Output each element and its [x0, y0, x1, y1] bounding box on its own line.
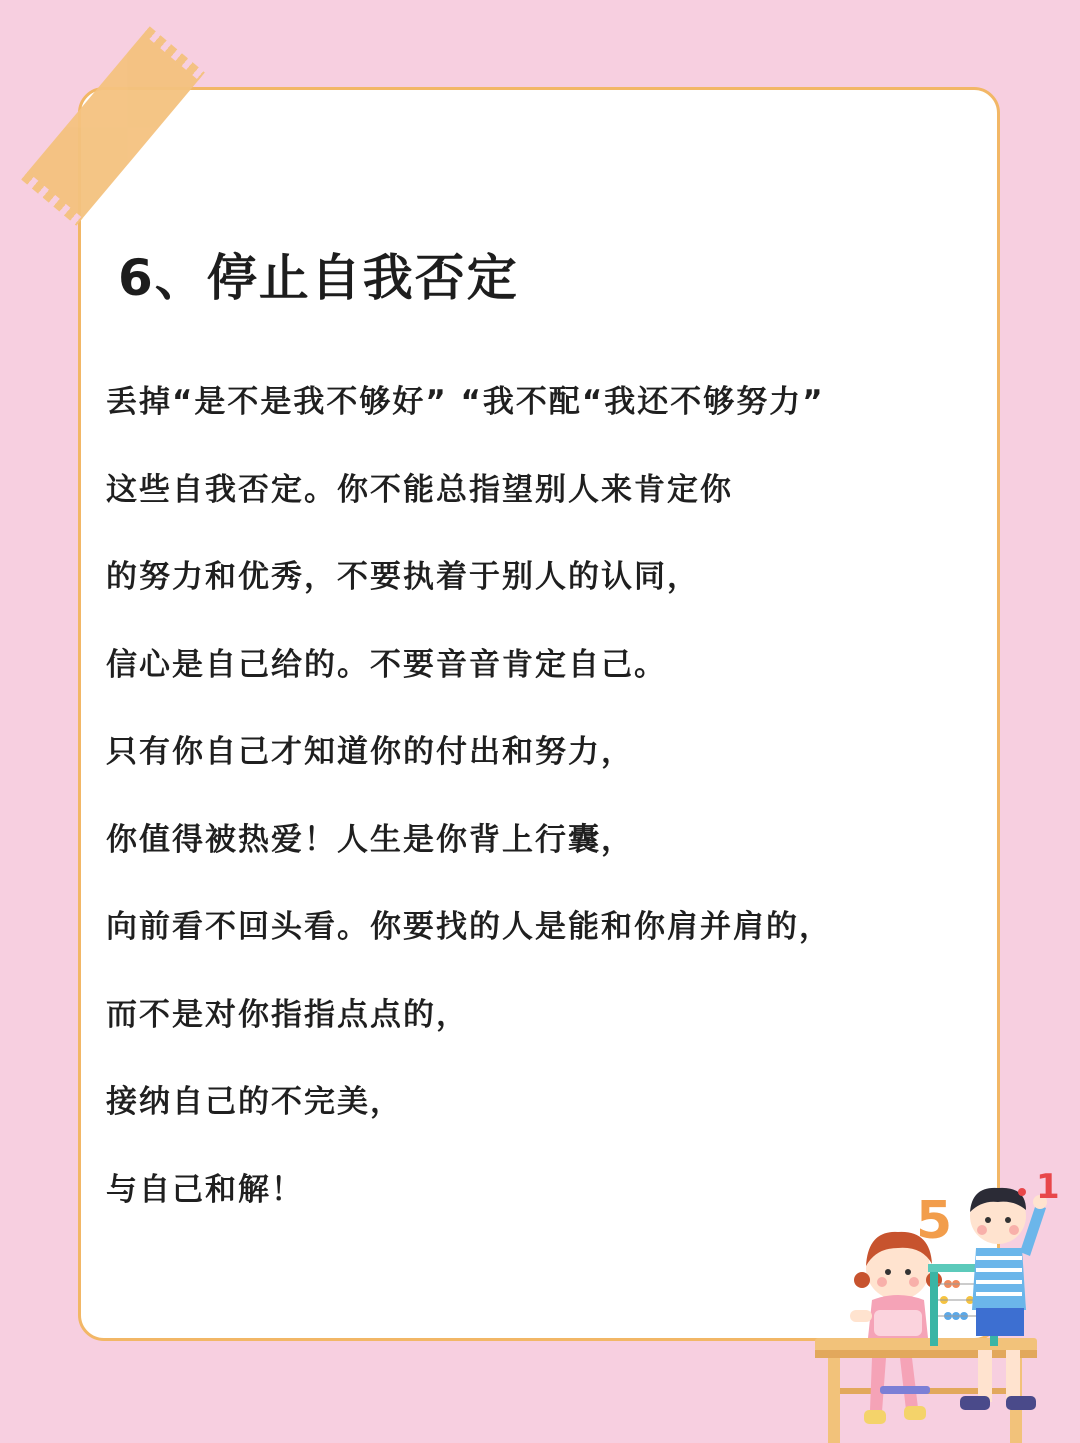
body-line: 接纳自己的不完美，	[106, 1084, 403, 1120]
body-line: 与自己和解！	[106, 1171, 304, 1208]
number-5-decoration: 5	[916, 1191, 953, 1251]
number-1-decoration: 1	[1036, 1167, 1060, 1207]
body-line: 这些自我否定。你不能总指望别人来肯定你	[106, 471, 733, 508]
body-text	[106, 380, 966, 1255]
body-line: 你值得被热爱！人生是你背上行囊，	[106, 821, 634, 858]
page-title: 6、停止自我否定	[118, 249, 519, 307]
body-line: 丢掉“是不是我不够好” “我不配“我还不够努力”	[106, 384, 825, 420]
body-line: 的努力和优秀，不要执着于别人的认同，	[106, 559, 700, 595]
body-line: 向前看不回头看。你要找的人是能和你肩并肩的，	[106, 909, 832, 945]
body-line: 而不是对你指指点点的，	[106, 996, 469, 1033]
body-line: 信心是自己给的。不要音音肯定自己。	[106, 646, 667, 683]
kids-abacus-illustration	[810, 1160, 1080, 1443]
body-line: 只有你自己才知道你的付出和努力，	[106, 734, 634, 770]
